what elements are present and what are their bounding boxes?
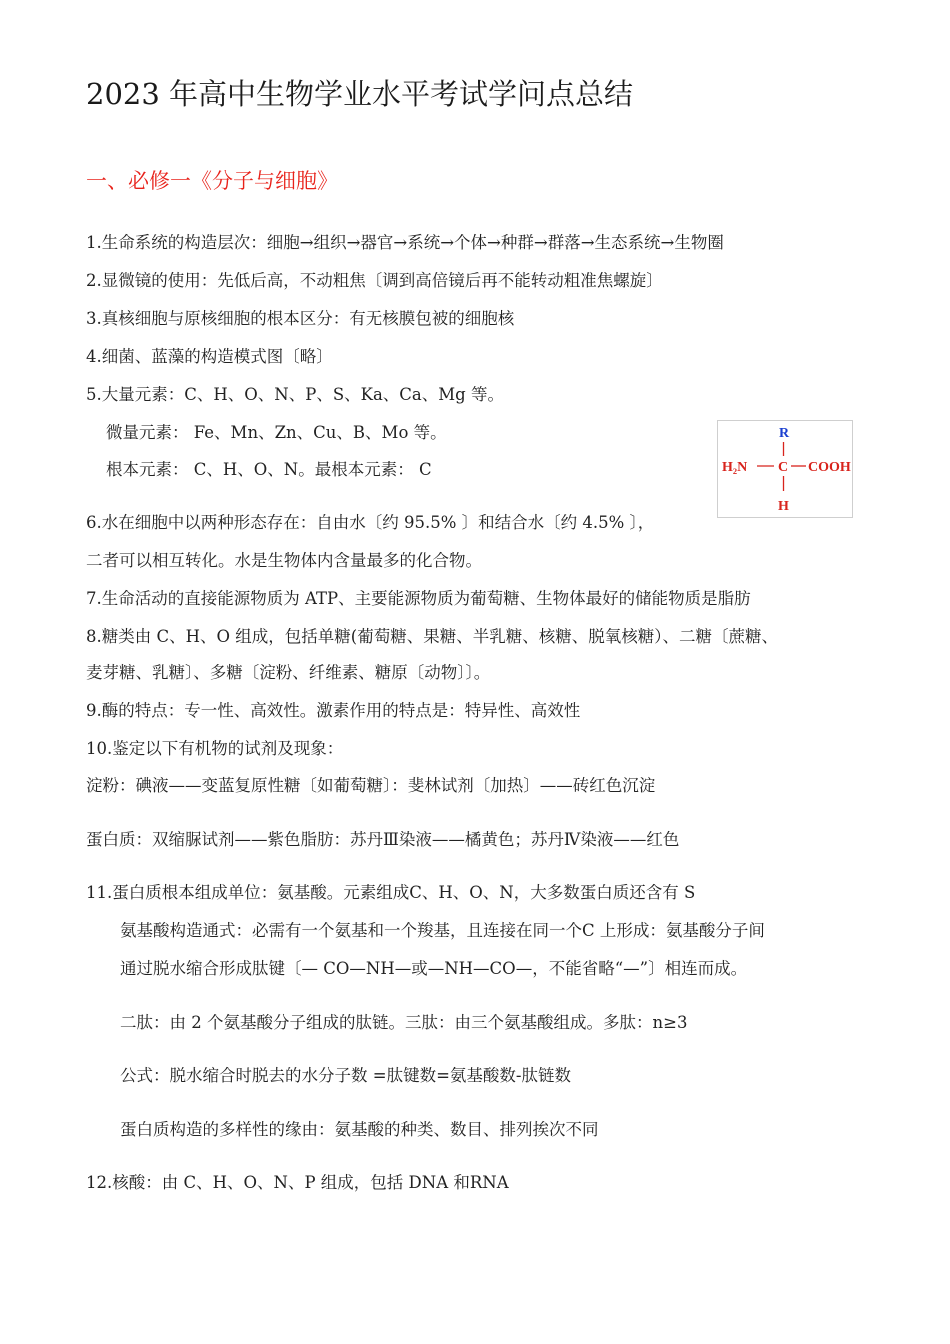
r-group-label: R xyxy=(779,426,790,441)
text-line-11: 11.蛋白质根本组成单位：氨基酸。元素组成C、H、O、N，大多数蛋白质还含有 S xyxy=(86,883,696,902)
text-line-11-equation: 公式：脱水缩合时脱去的水分子数 =肽键数=氨基酸数-肽链数 xyxy=(120,1066,571,1085)
text-line-2: 2.显微镜的使用：先低后高，不动粗焦〔调到高倍镜后再不能转动粗准焦螺旋〕 xyxy=(86,271,663,290)
text-line-11-peptide: 通过脱水缩合形成肽键〔— CO—NH—或—NH—CO—，不能省略“—”〕相连而成。 xyxy=(120,959,748,978)
text-line-6: 6.水在细胞中以两种形态存在：自由水〔约 95.5% 〕和结合水〔约 4.5% 〕， xyxy=(86,513,655,532)
text-line-10-protein: 蛋白质：双缩脲试剂——紫色脂肪：苏丹Ⅲ染液——橘黄色；苏丹Ⅳ染液——红色 xyxy=(86,830,680,849)
text-line-6b: 二者可以相互转化。水是生物体内含量最多的化合物。 xyxy=(86,551,482,570)
text-line-4: 4.细菌、蓝藻的构造模式图〔略〕 xyxy=(86,347,333,366)
text-line-10: 10.鉴定以下有机物的试剂及现象： xyxy=(86,739,344,758)
alpha-carbon-label: C xyxy=(778,460,789,475)
hydrogen-label: H xyxy=(778,499,789,514)
text-line-3: 3.真核细胞与原核细胞的根本区分：有无核膜包被的细胞核 xyxy=(86,309,515,328)
text-line-5: 5.大量元素：C、H、O、N、P、S、Ka、Ca、Mg 等。 xyxy=(86,385,504,404)
text-line-8: 8.糖类由 C、H、O 组成，包括单糖(葡萄糖、果糖、半乳糖、核糖、脱氧核糖）、二糖〔蔗糖、 xyxy=(86,627,778,646)
text-line-9: 9.酶的特点：专一性、高效性。激素作用的特点是：特异性、高效性 xyxy=(86,701,581,720)
page-title: 2023 年高中生物学业水平考试学问点总结 xyxy=(86,77,634,111)
text-line-trace-elements: 微量元素： Fe、Mn、Zn、Cu、B、Mo 等。 xyxy=(106,423,447,442)
text-line-11-diversity: 蛋白质构造的多样性的缘由：氨基酸的种类、数目、排列挨次不同 xyxy=(120,1120,599,1139)
text-line-12: 12.核酸：由 C、H、O、N、P 组成，包括 DNA 和RNA xyxy=(86,1173,509,1192)
text-line-8b: 麦芽糖、乳糖〕、多糖〔淀粉、纤维素、糖原〔动物〕〕。 xyxy=(86,663,491,682)
text-line-10-starch: 淀粉：碘液——变蓝复原性糖〔如葡萄糖〕：斐林试剂〔加热〕——砖红色沉淀 xyxy=(86,776,656,795)
text-line-1: 1.生命系统的构造层次：细胞→组织→器官→系统→个体→种群→群落→生态系统→生物圈 xyxy=(86,233,724,252)
text-line-7: 7.生命活动的直接能源物质为 ATP、主要能源物质为葡萄糖、生物体最好的储能物质是脂肪 xyxy=(86,589,751,608)
amino-group-label: H₂N xyxy=(722,460,748,475)
carboxyl-group-label: COOH xyxy=(808,460,851,475)
amino-acid-structure-figure xyxy=(717,420,853,518)
section-heading: 一、必修一《分子与细胞》 xyxy=(86,169,338,193)
text-line-11-formula: 氨基酸构造通式：必需有一个氨基和一个羧基，且连接在同一个C 上形成：氨基酸分子间 xyxy=(120,921,765,940)
text-line-11-dipeptide: 二肽：由 2 个氨基酸分子组成的肽链。三肽：由三个氨基酸组成。多肽：n≥3 xyxy=(120,1013,688,1032)
text-line-basic-elements: 根本元素： C、H、O、N。最根本元素： C xyxy=(106,460,432,479)
